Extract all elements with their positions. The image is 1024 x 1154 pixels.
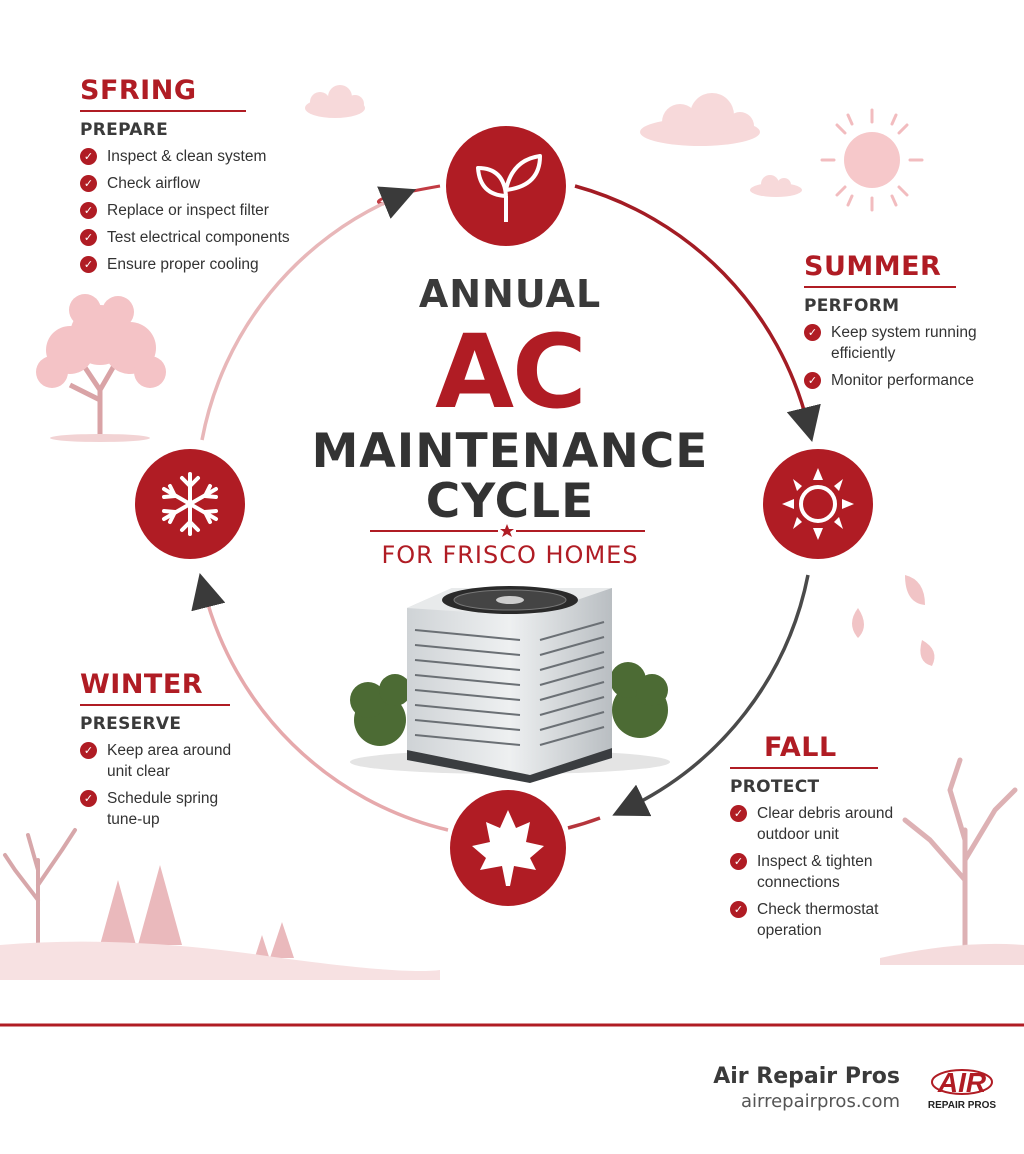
checklist-item-label: Keep area around unit clear: [107, 741, 232, 780]
check-icon: ✓: [80, 229, 97, 246]
fall-title: FALL: [730, 733, 878, 769]
checklist-item-label: Check airflow: [107, 174, 201, 192]
falling-leaves-decoration: [852, 575, 934, 666]
checklist-item-label: Test electrical components: [107, 228, 290, 246]
checklist-item-label: Monitor performance: [831, 371, 975, 389]
checklist-item-label: Replace or inspect filter: [107, 201, 269, 219]
summer-title: SUMMER: [804, 252, 956, 288]
winter-checklist: [80, 740, 240, 830]
winter-trees-decoration: [5, 830, 75, 948]
summer-subtitle: PERFORM: [804, 295, 900, 316]
check-icon: ✓: [730, 901, 747, 918]
spring-leaf-icon: [446, 126, 566, 246]
fall-checklist: [730, 803, 900, 941]
fall-maple-leaf-icon: [450, 790, 566, 906]
checklist-item-label: Ensure proper cooling: [107, 255, 259, 273]
checklist-item-label: Keep system running efficiently: [831, 323, 977, 362]
sun-decoration: [822, 110, 922, 210]
title-line-ac: AC: [435, 313, 585, 432]
checklist-item: [80, 788, 240, 830]
check-icon: ✓: [80, 175, 97, 192]
spring-subtitle: PREPARE: [80, 119, 169, 140]
logo-subtext: REPAIR PROS: [927, 1100, 997, 1111]
ac-unit-illustration: [350, 586, 670, 783]
checklist-item: [730, 899, 900, 941]
brand-logo: [928, 1067, 996, 1111]
checklist-item-label: Clear debris around outdoor unit: [757, 804, 894, 843]
summer-section: [804, 252, 979, 397]
spring-checklist: [80, 146, 300, 275]
checklist-item-label: Schedule spring tune-up: [107, 789, 219, 828]
spring-section: [80, 76, 300, 281]
title-line-annual: ANNUAL: [418, 272, 602, 316]
blossom-tree-decoration: [36, 294, 166, 442]
checklist-item: [80, 146, 300, 167]
summer-sun-icon: [763, 449, 873, 559]
title-subtitle: FOR FRISCO HOMES: [381, 541, 639, 569]
fall-tree-decoration: [905, 760, 1015, 958]
check-icon: ✓: [730, 853, 747, 870]
check-icon: ✓: [80, 790, 97, 807]
summer-checklist: [804, 322, 979, 391]
checklist-item-label: Check thermostat operation: [757, 900, 879, 939]
checklist-item: [804, 370, 979, 391]
check-icon: ✓: [80, 202, 97, 219]
brand-name: Air Repair Pros: [713, 1064, 900, 1089]
title-line-cycle: CYCLE: [425, 474, 595, 529]
checklist-item: [80, 740, 240, 782]
checklist-item: [730, 803, 900, 845]
checklist-item: [80, 173, 300, 194]
check-icon: ✓: [80, 148, 97, 165]
check-icon: ✓: [730, 805, 747, 822]
winter-title: WINTER: [80, 670, 230, 706]
checklist-item-label: Inspect & tighten connections: [757, 852, 873, 891]
spring-title: SFRING: [80, 76, 246, 112]
brand-url[interactable]: airrepairpros.com: [740, 1091, 900, 1112]
check-icon: ✓: [80, 742, 97, 759]
fall-section: [730, 733, 900, 947]
checklist-item: [80, 227, 300, 248]
checklist-item-label: Inspect & clean system: [107, 147, 267, 165]
checklist-item: [80, 254, 300, 275]
check-icon: ✓: [804, 372, 821, 389]
winter-section: [80, 670, 240, 836]
checklist-item: [730, 851, 900, 893]
check-icon: ✓: [80, 256, 97, 273]
winter-subtitle: PRESERVE: [80, 713, 182, 734]
logo-text: AIR: [937, 1067, 987, 1098]
checklist-item: [80, 200, 300, 221]
fall-subtitle: PROTECT: [730, 776, 820, 797]
checklist-item: [804, 322, 979, 364]
title-line-maintenance: MAINTENANCE: [311, 424, 709, 479]
winter-snowflake-icon: [135, 449, 245, 559]
check-icon: ✓: [804, 324, 821, 341]
